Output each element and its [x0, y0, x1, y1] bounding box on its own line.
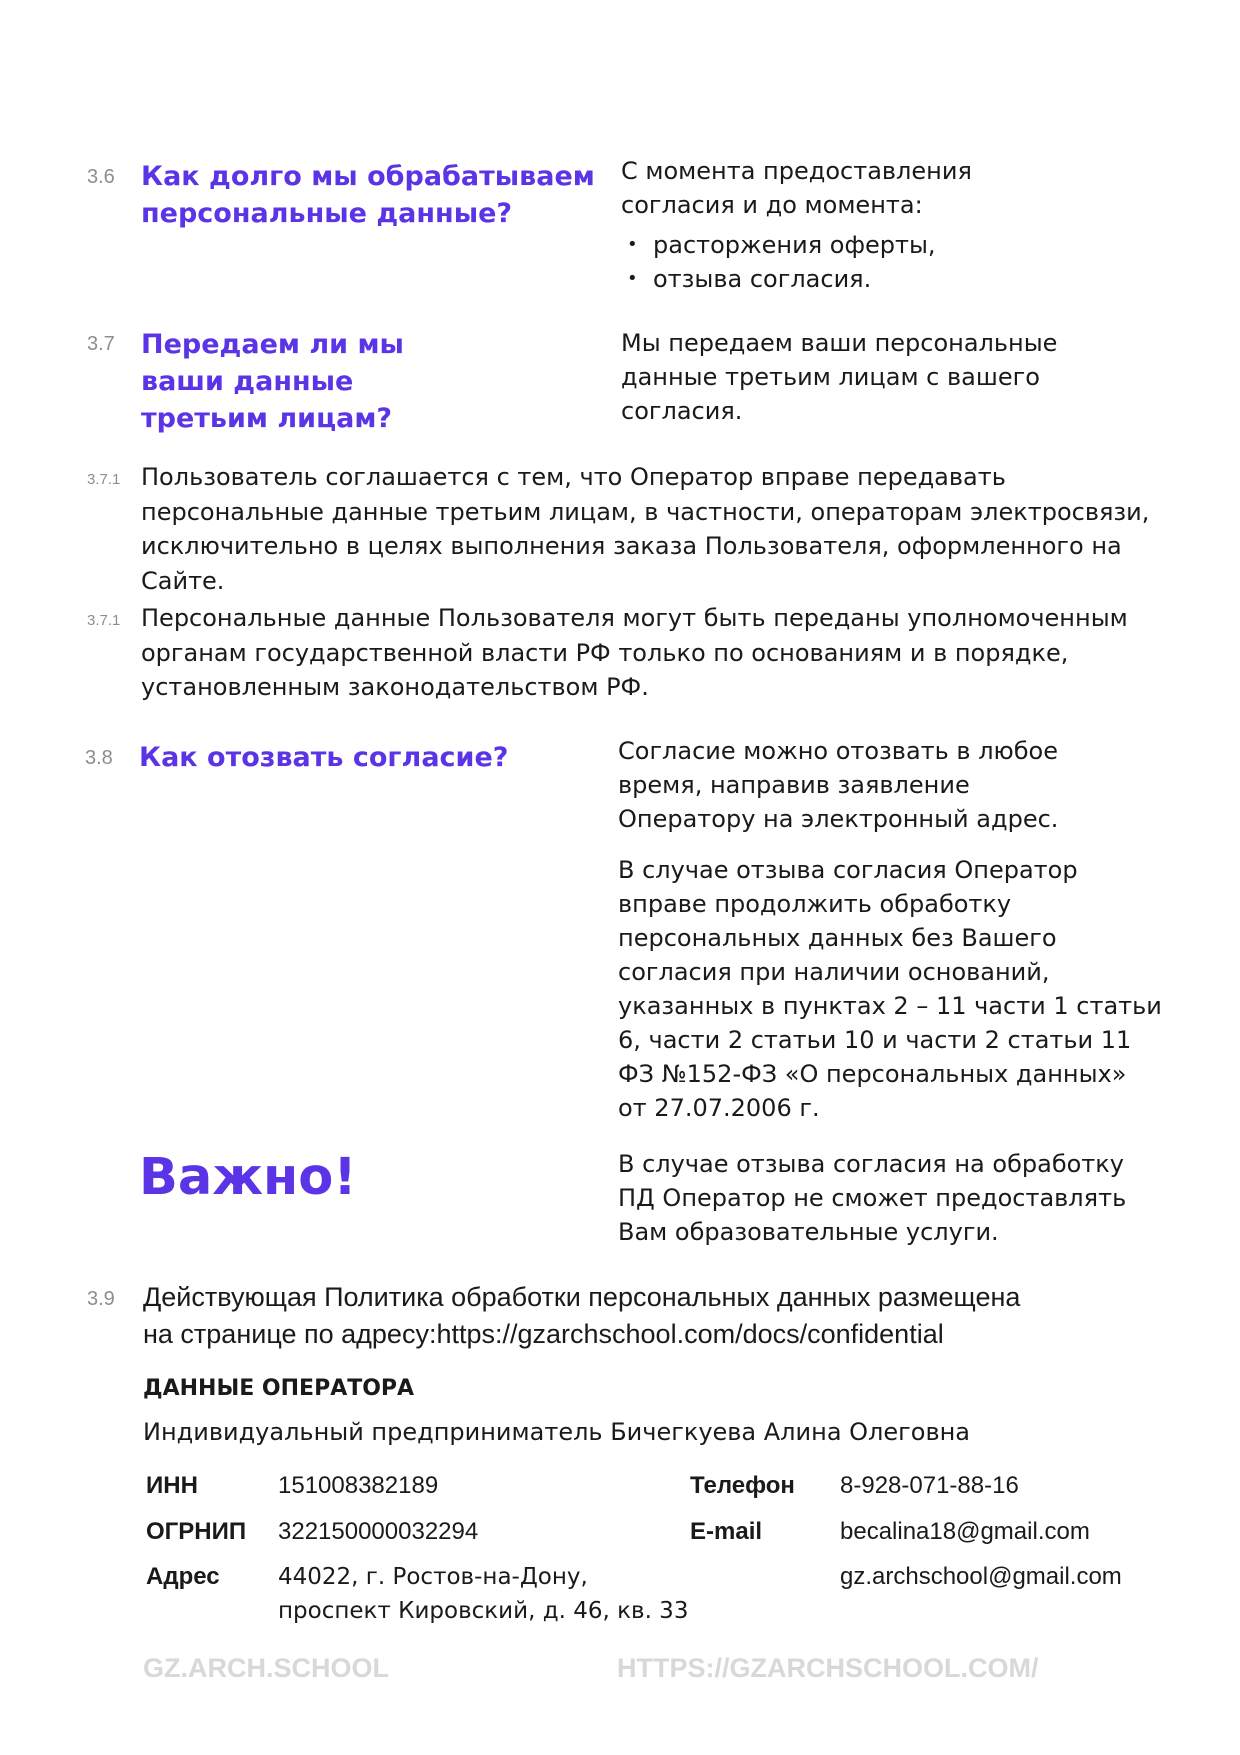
section-number: 3.7: [87, 333, 115, 355]
section-number: 3.6: [87, 166, 115, 188]
subsection-text: Персональные данные Пользователя могут быть переданы уполномоченным органам государственной власти РФ только по основаниям и в порядке, установленным законодательством РФ.: [141, 604, 1128, 701]
email-link[interactable]: gz.archschool@gmail.com: [840, 1563, 1122, 1590]
inn-label: ИНН: [146, 1472, 198, 1499]
subsection-number: 3.7.1: [87, 471, 121, 488]
section-heading: Как отозвать согласие?: [139, 742, 509, 773]
section-heading: Передаем ли мы ваши данные третьим лицам?: [141, 329, 404, 434]
address-value: 44022, г. Ростов-на-Дону, проспект Кировский, д. 46, кв. 33: [278, 1564, 689, 1624]
ogrnip-value: 322150000032294: [278, 1518, 479, 1545]
list-item: • отзыва согласия.: [621, 262, 972, 296]
section-number: 3.8: [85, 747, 113, 769]
subsection-number: 3.7.1: [87, 612, 121, 629]
important-note: В случае отзыва согласия на обработку ПД Оператор не сможет предоставлять Вам образовательные услуги.: [618, 1150, 1127, 1246]
operator-title: ДАННЫЕ ОПЕРАТОРА: [143, 1376, 415, 1401]
footer-url[interactable]: HTTPS://GZARCHSCHOOL.COM/: [617, 1653, 1039, 1683]
section-body: С момента предоставления согласия и до момента: • расторжения оферты, • отзыва согласия.: [621, 154, 972, 296]
operator-name: Индивидуальный предприниматель Бичегкуева Алина Олеговна: [143, 1418, 970, 1446]
bullet-list: [621, 228, 972, 296]
section-number: 3.9: [87, 1288, 115, 1310]
section-heading: Как долго мы обрабатываем персональные данные?: [141, 161, 595, 229]
email-label: E-mail: [690, 1518, 763, 1545]
phone-label: Телефон: [690, 1472, 795, 1499]
list-item: • расторжения оферты,: [621, 228, 972, 262]
section-body: Согласие можно отозвать в любое время, направив заявление Оператору на электронный адрес.: [618, 737, 1059, 833]
policy-text: Действующая Политика обработки персональных данных размещена на странице по адресу:https://gzarchschool.com/docs/confidential: [143, 1282, 1021, 1349]
address-label: Адрес: [146, 1563, 220, 1590]
phone-value[interactable]: 8-928-071-88-16: [840, 1472, 1019, 1499]
footer-brand: GZ.ARCH.SCHOOL: [143, 1653, 389, 1683]
inn-value: 151008382189: [278, 1472, 439, 1499]
subsection-text: Пользователь соглашается с тем, что Оператор вправе передавать персональные данные третьим лицам, в частности, операторам электросвязи, исключительно в целях выполнения заказа Пользователя, оформленного на Сайте.: [141, 463, 1150, 595]
important-label: Важно!: [139, 1148, 357, 1207]
section-body: Мы передаем ваши персональные данные третьим лицам с вашего согласия.: [621, 329, 1058, 425]
section-body: В случае отзыва согласия Оператор вправе продолжить обработку персональных данных без Вашего согласия при наличии оснований, указанных в пунктах 2 – 11 части 1 статьи 6, части 2 статьи 10 и части 2 статьи 11 ФЗ №152-ФЗ «О персональных данных» от 27.07.2006 г.: [618, 856, 1162, 1122]
ogrnip-label: ОГРНИП: [146, 1518, 247, 1545]
email-link[interactable]: becalina18@gmail.com: [840, 1518, 1090, 1545]
